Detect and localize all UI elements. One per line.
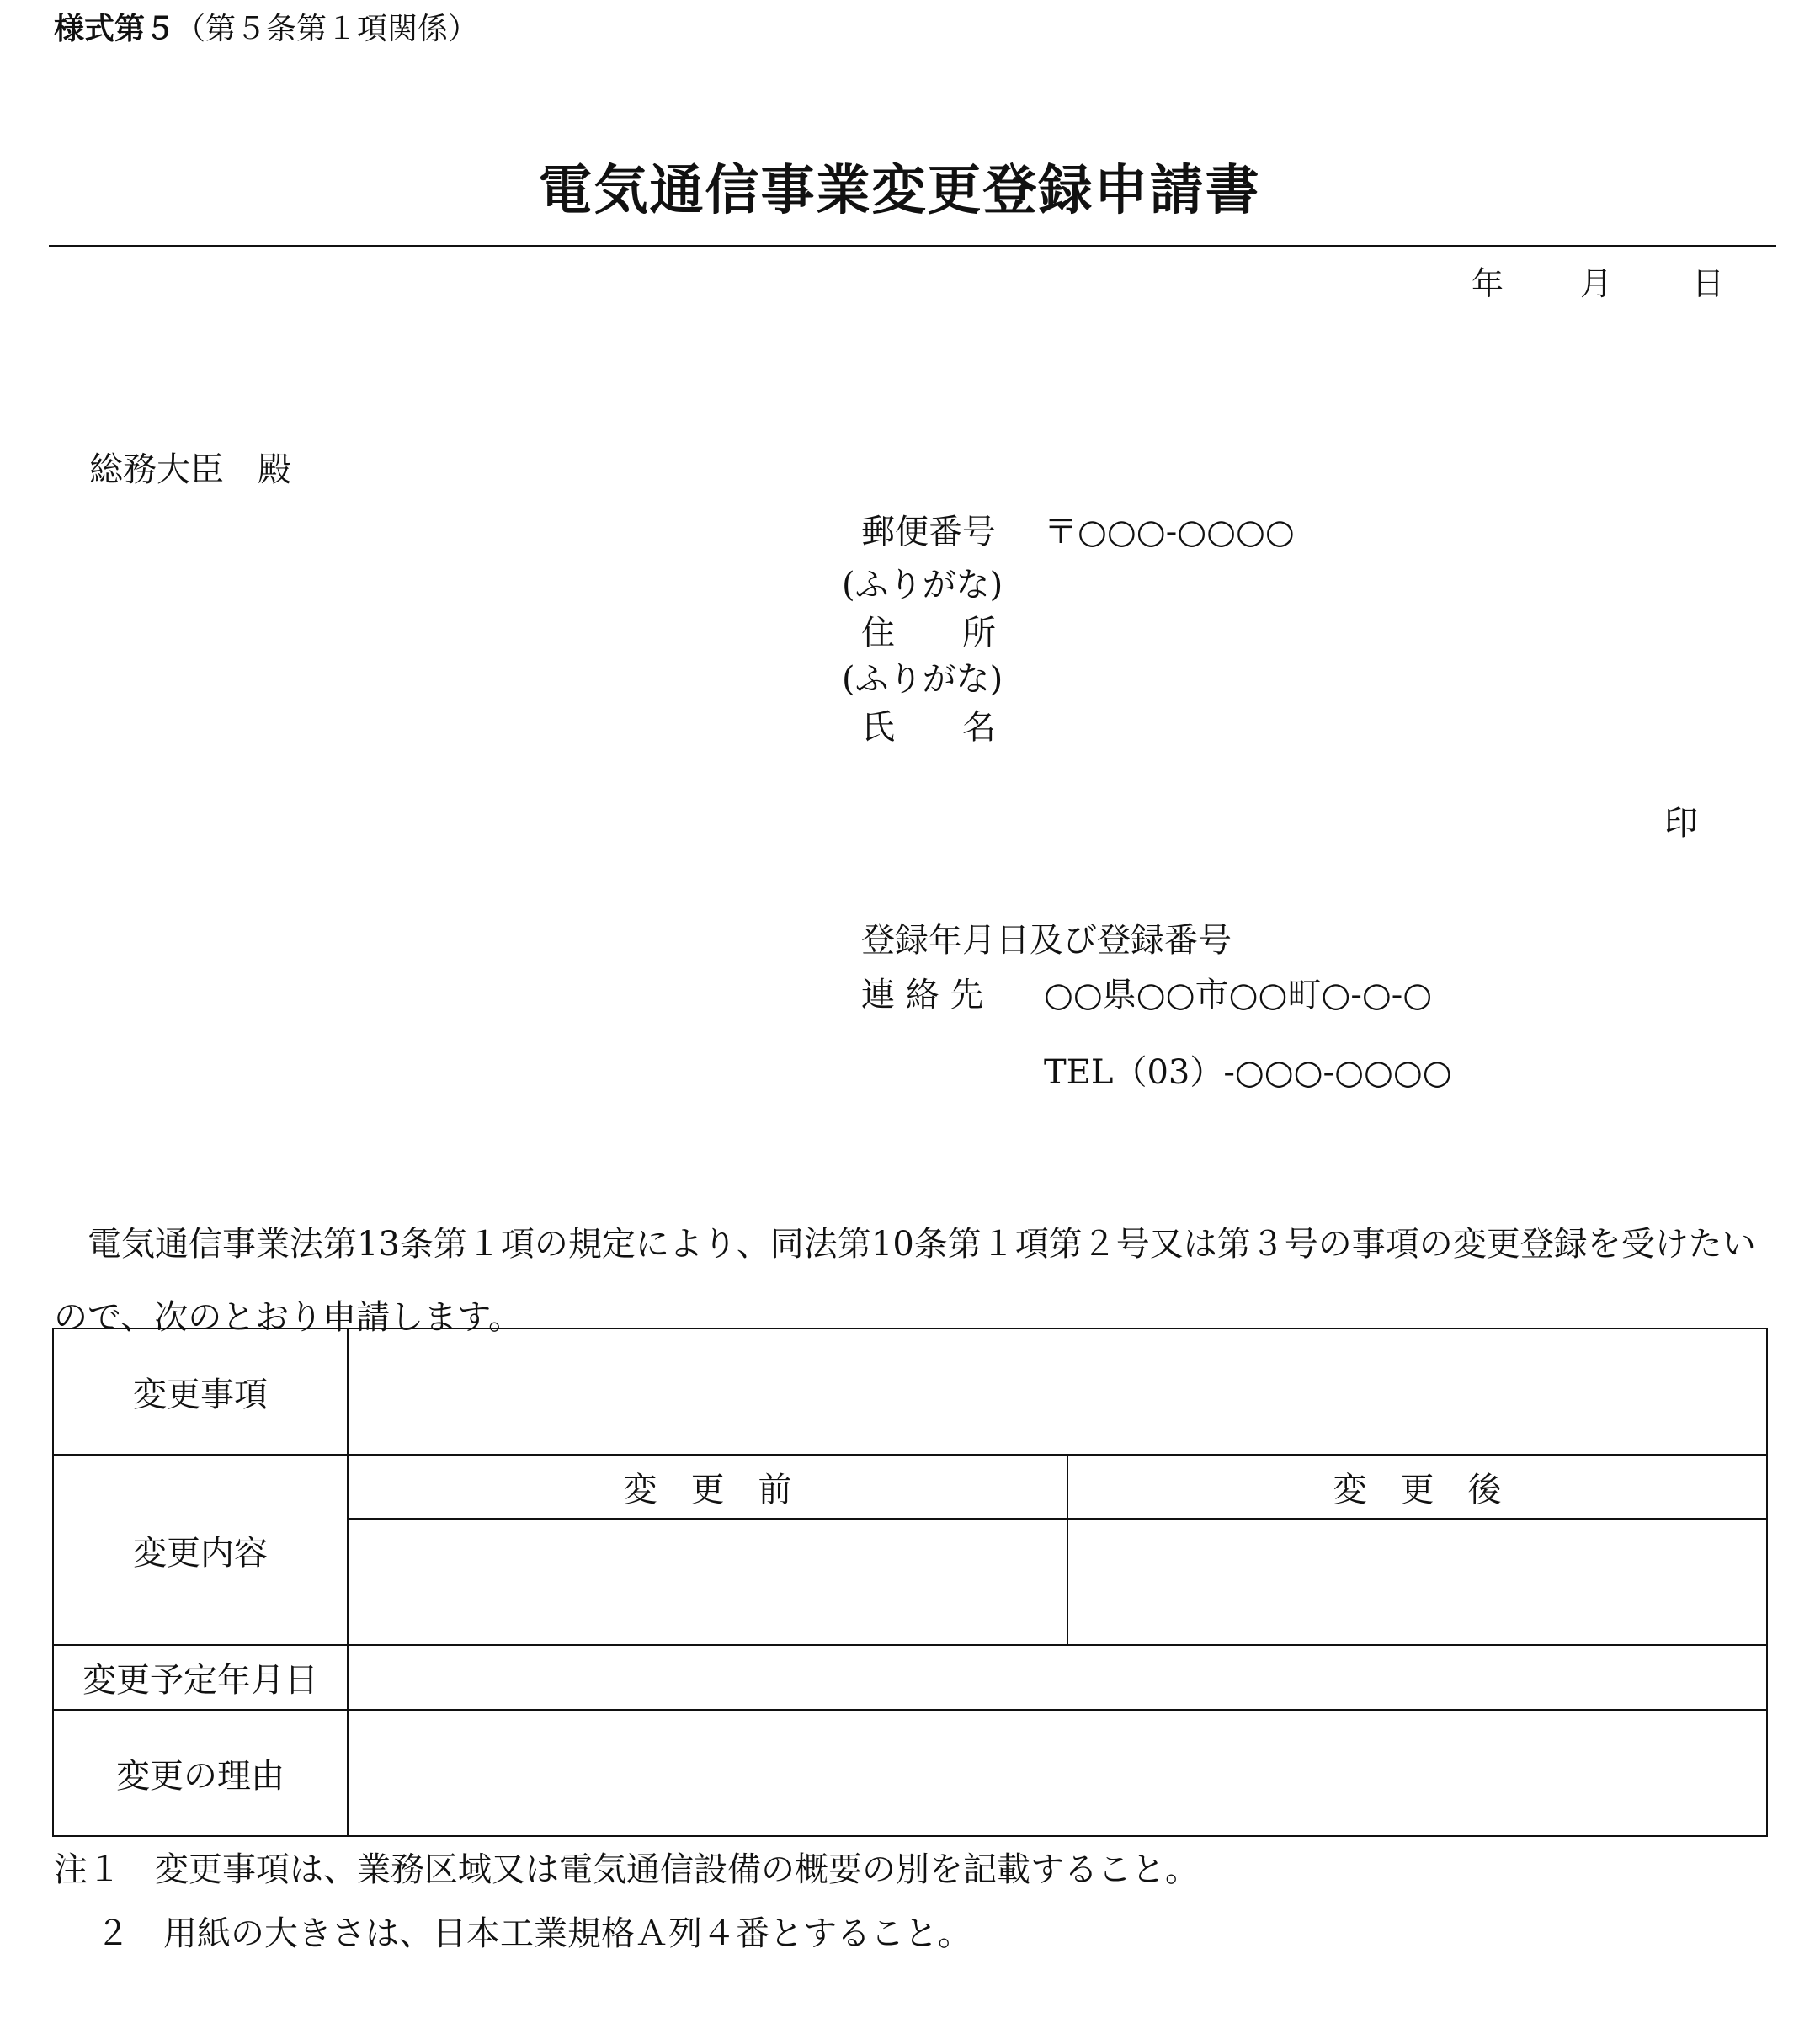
date-day: 日	[1692, 265, 1725, 302]
application-statement: 電気通信事業法第13条第１項の規定により、同法第10条第１項第２号又は第３号の事項の変更登録を受けたいので、次のとおり申請します。	[54, 1225, 1756, 1337]
note-1: 注１ 変更事項は、業務区域又は電気通信設備の概要の別を記載すること。	[54, 1850, 1199, 1889]
change-reason-label: 変更の理由	[53, 1710, 348, 1836]
furigana-address-label: (ふりがな)	[842, 566, 1003, 604]
postal-code-value[interactable]: 〒○○○-○○○○	[1044, 513, 1295, 551]
form-number-bold: 様式第５	[54, 12, 176, 46]
change-content-label: 変更内容	[53, 1455, 348, 1645]
name-label: 氏 名	[861, 708, 996, 747]
change-item-field[interactable]	[348, 1328, 1767, 1455]
contact-label: 連 絡 先	[861, 976, 984, 1014]
change-item-label: 変更事項	[53, 1328, 348, 1455]
contact-tel-value[interactable]: TEL（03）-○○○-○○○○	[1044, 1053, 1452, 1092]
furigana-name-label: (ふりがな)	[842, 660, 1003, 699]
before-change-field[interactable]	[348, 1519, 1067, 1645]
form-reference: （第５条第１項関係）	[175, 12, 479, 46]
after-change-field[interactable]	[1067, 1519, 1767, 1645]
change-reason-field[interactable]	[348, 1710, 1767, 1836]
after-change-header: 変 更 後	[1067, 1455, 1767, 1519]
note-2: ２ 用紙の大きさは、日本工業規格Ａ列４番とすること。	[96, 1914, 971, 1953]
postal-code-label: 郵便番号	[861, 513, 996, 551]
scheduled-date-label: 変更予定年月日	[53, 1645, 348, 1710]
before-change-header: 変 更 前	[348, 1455, 1067, 1519]
addressee: 総務大臣 殿	[89, 450, 291, 489]
title-divider	[49, 245, 1776, 247]
registration-label: 登録年月日及び登録番号	[861, 921, 1232, 960]
seal-mark: 印	[1664, 804, 1698, 843]
date-year: 年	[1472, 265, 1504, 302]
form-number	[54, 5, 478, 48]
document-title: 電気通信事業変更登録申請書	[538, 159, 1261, 222]
date-month: 月	[1580, 265, 1613, 302]
contact-address-value[interactable]: ○○県○○市○○町○-○-○	[1044, 976, 1433, 1014]
address-label: 住 所	[861, 614, 996, 652]
scheduled-date-field[interactable]	[348, 1645, 1767, 1710]
change-details-table	[52, 1328, 1768, 1837]
